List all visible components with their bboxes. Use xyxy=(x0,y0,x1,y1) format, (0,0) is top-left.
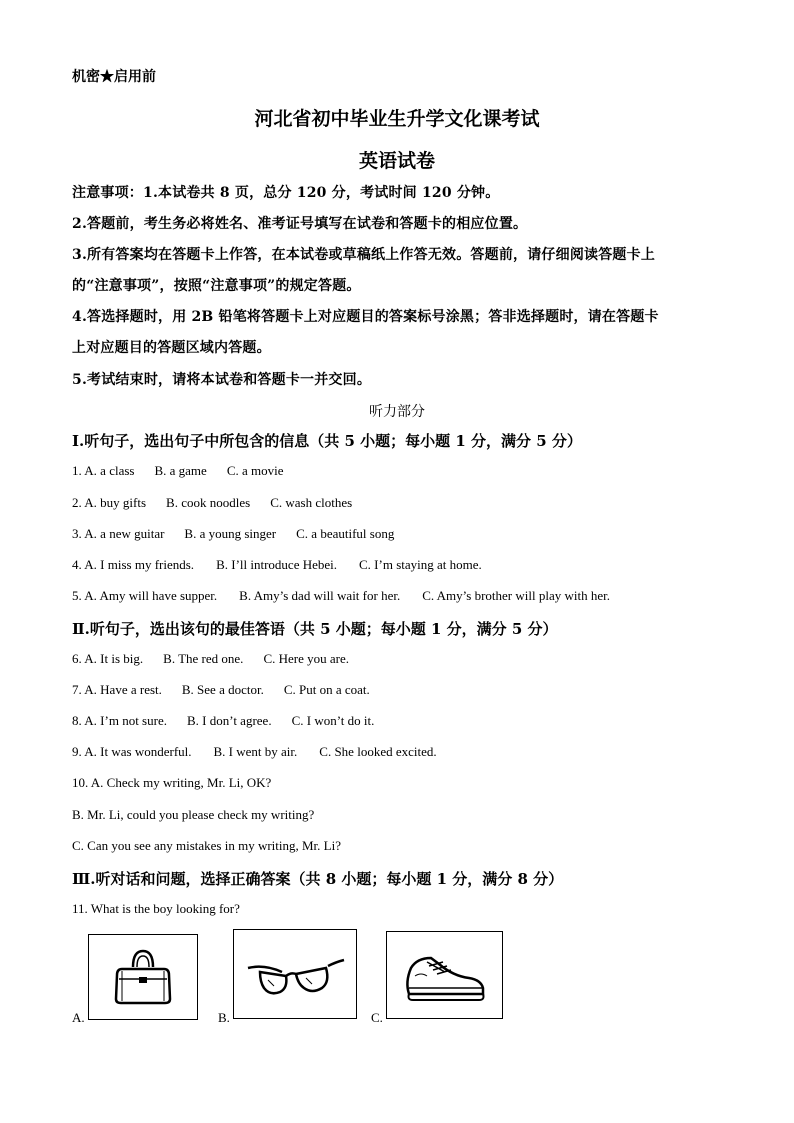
note-line: 3.所有答案均在答题卡上作答，在本试卷或草稿纸上作答无效。答题前，请仔细阅读答题卡上 xyxy=(72,247,656,263)
note-line: 2.答题前，考生务必将姓名、准考证号填写在试卷和答题卡的相应位置。 xyxy=(72,216,528,232)
option-c: C. Put on a coat. xyxy=(283,682,370,697)
option-c: C. a movie xyxy=(226,463,284,478)
question-row xyxy=(72,651,349,667)
option-b: B. a young singer xyxy=(184,526,277,541)
note-line: 5.考试结束时，请将本试卷和答题卡一并交回。 xyxy=(72,372,372,388)
confidential-mark: 机密★启用前 xyxy=(72,69,156,85)
question-10-b: B. Mr. Li, could you please check my writing? xyxy=(72,807,315,822)
option-c: C. She looked excited. xyxy=(319,744,437,759)
picture-a-frame xyxy=(88,934,198,1020)
option-b: B. cook noodles xyxy=(166,495,251,510)
question-row xyxy=(72,526,394,542)
picture-b-frame xyxy=(233,929,357,1019)
question-row xyxy=(72,713,374,729)
option-a: 4. A. I miss my friends. xyxy=(72,557,195,572)
option-c: C. a beautiful song xyxy=(296,526,395,541)
question-row xyxy=(72,557,482,573)
option-b: B. Amy’s dad will wait for her. xyxy=(239,588,401,603)
question-11: 11. What is the boy looking for? xyxy=(72,901,240,916)
option-c-label: C. xyxy=(371,1010,383,1025)
option-c: C. I’m staying at home. xyxy=(359,557,482,572)
sneaker-icon xyxy=(387,932,502,1018)
exam-title: 河北省初中毕业生升学文化课考试 xyxy=(254,108,540,130)
note-line: 注意事项：1.本试卷共 8 页，总分 120 分，考试时间 120 分钟。 xyxy=(72,185,500,201)
option-a: 3. A. a new guitar xyxy=(72,526,165,541)
question-10-c: C. Can you see any mistakes in my writing, Mr. Li? xyxy=(72,838,341,853)
option-c: C. wash clothes xyxy=(270,495,353,510)
option-a: 7. A. Have a rest. xyxy=(72,682,162,697)
section2-heading: Ⅱ.听句子，选出该句的最佳答语（共 5 小题；每小题 1 分，满分 5 分） xyxy=(72,620,558,638)
option-b-label: B. xyxy=(218,1010,230,1025)
option-c: C. Here you are. xyxy=(263,651,349,666)
note-line: 4.答选择题时，用 2B 铅笔将答题卡上对应题目的答案标号涂黑；答非选择题时，请在答题卡 xyxy=(72,309,659,325)
option-a: 2. A. buy gifts xyxy=(72,495,147,510)
option-b: B. See a doctor. xyxy=(181,682,264,697)
listening-heading: 听力部分 xyxy=(369,404,425,420)
note-line: 的“注意事项”，按照“注意事项”的规定答题。 xyxy=(72,278,361,294)
option-c: C. Amy’s brother will play with her. xyxy=(422,588,610,603)
question-row xyxy=(72,495,352,511)
section1-heading: Ⅰ.听句子，选出句子中所包含的信息（共 5 小题；每小题 1 分，满分 5 分） xyxy=(72,432,582,450)
option-b: B. I don’t agree. xyxy=(186,713,272,728)
question-10-a: 10. A. Check my writing, Mr. Li, OK? xyxy=(72,775,272,790)
paper-title: 英语试卷 xyxy=(358,150,435,172)
question-row xyxy=(72,588,610,604)
option-a: 9. A. It was wonderful. xyxy=(72,744,192,759)
option-a: 6. A. It is big. xyxy=(72,651,144,666)
handbag-icon xyxy=(89,935,197,1019)
question-row xyxy=(72,682,370,698)
picture-c-frame xyxy=(386,931,503,1019)
section3-heading: Ⅲ.听对话和问题，选择正确答案（共 8 小题；每小题 1 分，满分 8 分） xyxy=(72,870,564,888)
option-b: B. The red one. xyxy=(163,651,244,666)
option-b: B. I went by air. xyxy=(213,744,298,759)
note-line: 上对应题目的答题区域内答题。 xyxy=(72,340,271,356)
option-b: B. a game xyxy=(154,463,207,478)
option-a-label: A. xyxy=(72,1010,85,1025)
option-a: 1. A. a class xyxy=(72,463,135,478)
glasses-icon xyxy=(234,930,356,1018)
option-a: 5. A. Amy will have supper. xyxy=(72,588,218,603)
option-c: C. I won’t do it. xyxy=(291,713,375,728)
option-a: 8. A. I’m not sure. xyxy=(72,713,167,728)
option-b: B. I’ll introduce Hebei. xyxy=(216,557,337,572)
question-row xyxy=(72,463,284,479)
question-row xyxy=(72,744,437,760)
